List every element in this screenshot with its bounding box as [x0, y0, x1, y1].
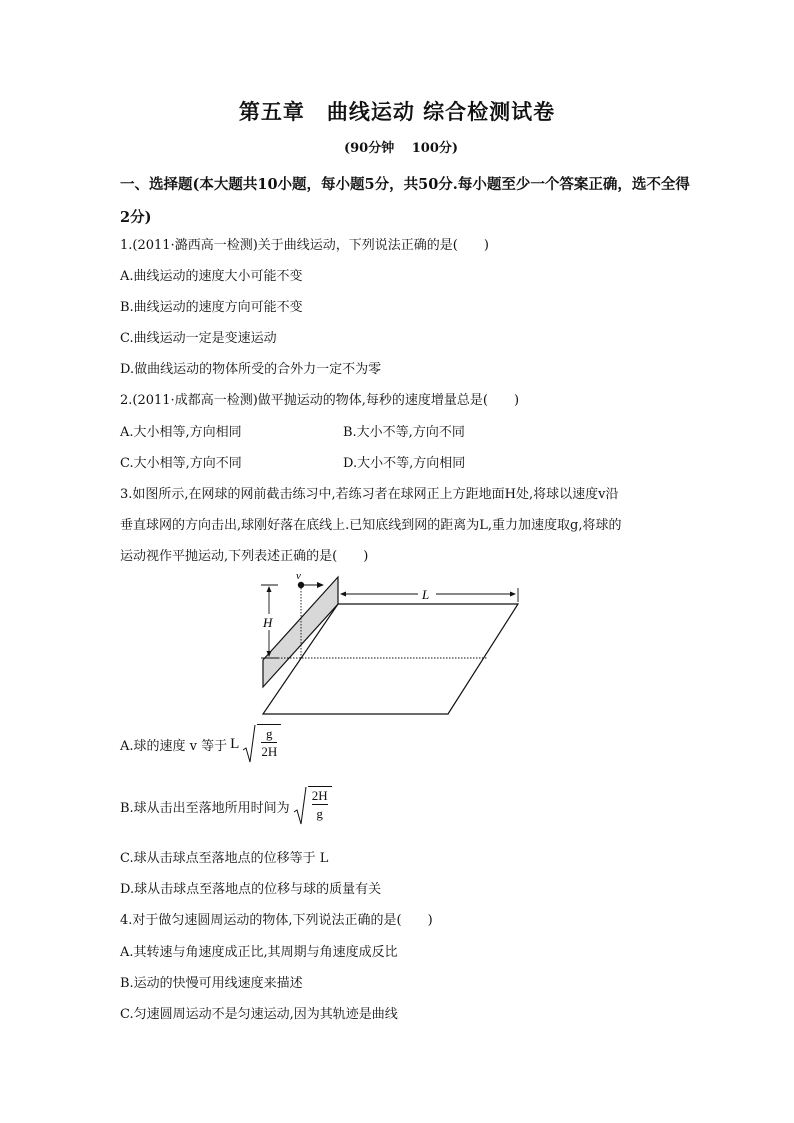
q3-option-b-text: B.球从击出至落地所用时间为	[120, 800, 290, 816]
q3-option-a	[120, 724, 281, 764]
q3-option-c: C.球从击球点至落地点的位移等于 L	[120, 851, 329, 866]
q2-option-c: C.大小相等,方向不同	[120, 456, 242, 471]
label-h: H	[263, 615, 273, 630]
label-l: L	[422, 587, 430, 602]
net-panel	[263, 577, 338, 687]
q3-option-b	[120, 786, 332, 826]
q1-option-b: B.曲线运动的速度方向可能不变	[120, 300, 303, 315]
q2-option-a: A.大小相等,方向相同	[120, 425, 242, 440]
q3-option-b-den: g	[316, 806, 323, 821]
q3-option-a-coef: L	[230, 735, 240, 752]
q4-option-b: B.运动的快慢可用线速度来描述	[120, 976, 303, 991]
q2-option-d: D.大小不等,方向相同	[343, 456, 466, 471]
q2-stem: 2.(2011·成都高一检测)做平抛运动的物体,每秒的速度增量总是( )	[120, 393, 520, 408]
tennis-net-figure	[258, 572, 523, 720]
q3-option-d: D.球从击球点至落地点的位移与球的质量有关	[120, 882, 382, 897]
q1-stem: 1.(2011·潞西高一检测)关于曲线运动，下列说法正确的是( )	[120, 238, 489, 253]
q4-stem: 4.对于做匀速圆周运动的物体,下列说法正确的是( )	[120, 913, 433, 928]
q4-option-c: C.匀速圆周运动不是匀速运动,因为其轨迹是曲线	[120, 1007, 398, 1022]
q1-option-c: C.曲线运动一定是变速运动	[120, 331, 277, 346]
section-heading-choice: 一、选择题(本大题共10小题，每小题5分，共50分.每小题至少一个答案正确，选不全得2分)	[120, 176, 690, 226]
sqrt-2h-over-g	[292, 786, 332, 826]
exam-duration-score: (90分钟 100分)	[343, 141, 459, 156]
q3-stem-line-3: 运动视作平抛运动,下列表述正确的是( )	[120, 549, 369, 564]
q3-option-a-den: 2H	[261, 744, 278, 759]
q4-option-a: A.其转速与角速度成正比,其周期与角速度成反比	[120, 945, 398, 960]
q1-option-d: D.做曲线运动的物体所受的合外力一定不为零	[120, 362, 382, 377]
q3-option-a-num: g	[266, 726, 273, 741]
q3-option-a-text: A.球的速度 v 等于	[120, 738, 228, 754]
ball	[298, 582, 304, 588]
q3-option-b-num: 2H	[311, 788, 328, 803]
label-v: v	[296, 572, 301, 582]
q3-stem-line-2: 垂直球网的方向击出,球刚好落在底线上.已知底线到网的距离为L,重力加速度取g,将球的	[120, 518, 622, 533]
sqrt-g-over-2h	[241, 724, 281, 764]
page-title: 第五章 曲线运动 综合检测试卷	[238, 99, 556, 124]
q3-stem-line-1: 3.如图所示,在网球的网前截击练习中,若练习者在球网正上方距地面H处,将球以速度v沿	[120, 487, 619, 502]
q1-option-a: A.曲线运动的速度大小可能不变	[120, 269, 303, 284]
q2-option-b: B.大小不等,方向不同	[343, 425, 465, 440]
